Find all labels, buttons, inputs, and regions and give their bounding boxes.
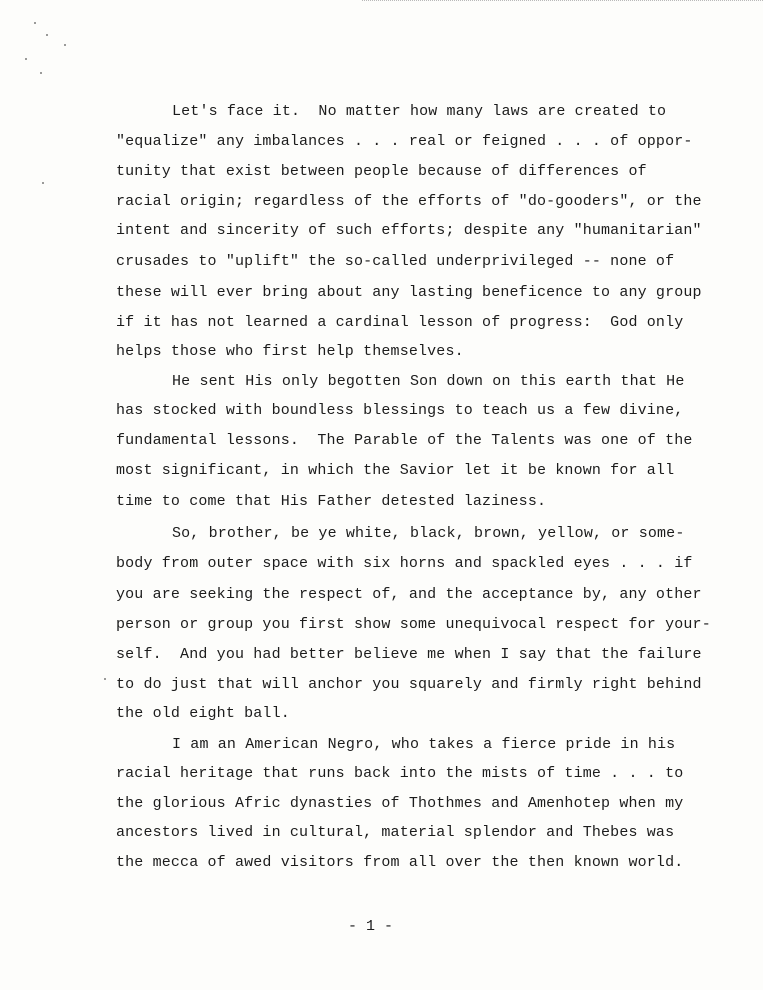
text-line: the glorious Afric dynasties of Thothmes and Amenhotep when my [116,795,684,812]
text-line: He sent His only begotten Son down on this earth that He [172,373,685,390]
text-line: I am an American Negro, who takes a fierce pride in his [172,736,676,753]
text-line: the mecca of awed visitors from all over the then known world. [116,854,684,871]
text-line: ancestors lived in cultural, material splendor and Thebes was [116,824,675,841]
text-line: body from outer space with six horns and spackled eyes . . . if [116,555,693,572]
text-line: person or group you first show some unequivocal respect for your- [116,616,711,633]
text-line: intent and sincerity of such efforts; despite any "humanitarian" [116,222,702,239]
text-line: to do just that will anchor you squarely and firmly right behind [116,676,702,693]
text-line: "equalize" any imbalances . . . real or feigned . . . of oppor- [116,133,693,150]
text-line: helps those who first help themselves. [116,343,464,360]
text-line: if it has not learned a cardinal lesson of progress: God only [116,314,684,331]
page-number: - 1 - [348,918,394,935]
text-line: racial origin; regardless of the efforts of "do-gooders", or the [116,193,702,210]
text-line: most significant, in which the Savior let it be known for all [116,462,675,479]
text-line: So, brother, be ye white, black, brown, yellow, or some- [172,525,685,542]
text-line: these will ever bring about any lasting beneficence to any group [116,284,702,301]
text-line: has stocked with boundless blessings to teach us a few divine, [116,402,684,419]
text-line: crusades to "uplift" the so-called underprivileged -- none of [116,253,675,270]
text-line: time to come that His Father detested laziness. [116,493,547,510]
text-line: racial heritage that runs back into the mists of time . . . to [116,765,684,782]
text-line: tunity that exist between people because of differences of [116,163,647,180]
text-line: Let's face it. No matter how many laws are created to [172,103,667,120]
text-line: you are seeking the respect of, and the acceptance by, any other [116,586,702,603]
text-line: the old eight ball. [116,705,290,722]
text-line: self. And you had better believe me when I say that the failure [116,646,702,663]
text-line: fundamental lessons. The Parable of the Talents was one of the [116,432,693,449]
